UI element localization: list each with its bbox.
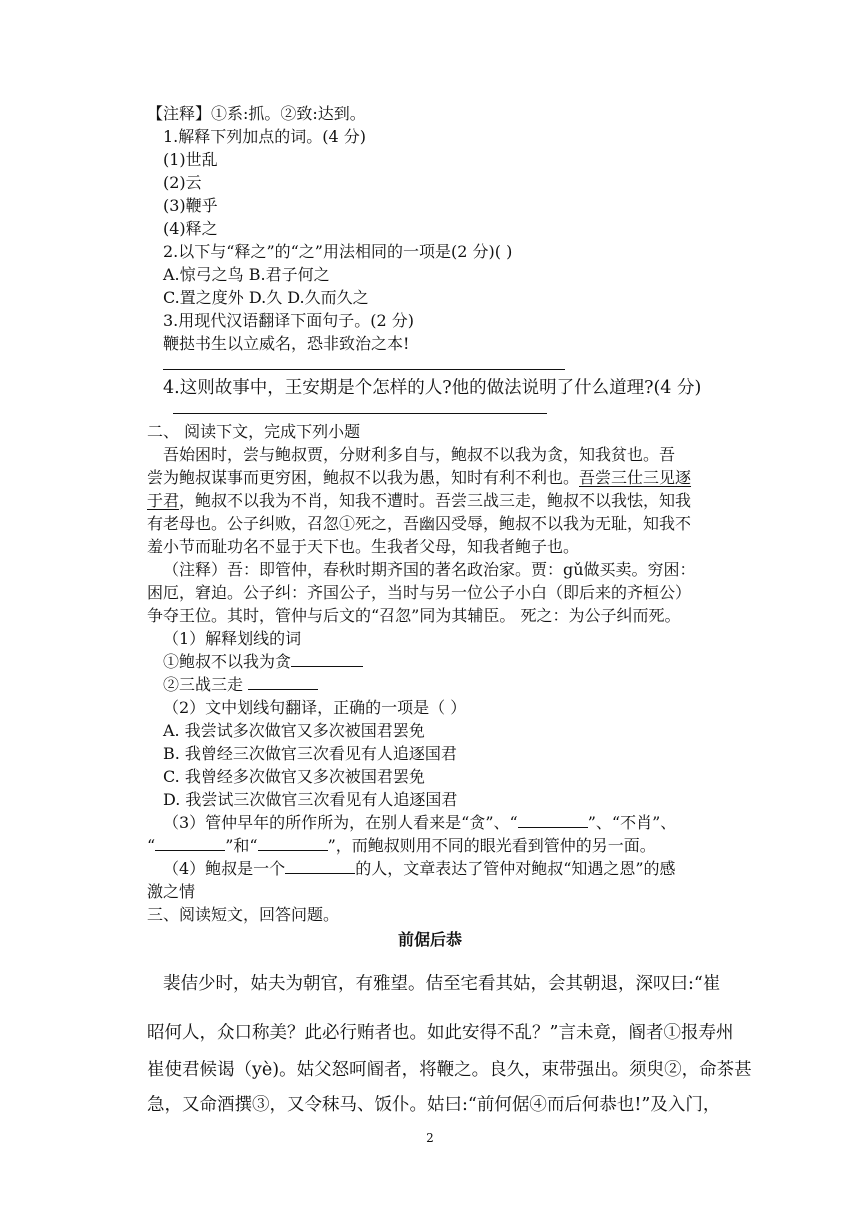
question-1-item: (4)释之 bbox=[163, 219, 218, 238]
question-3-sentence: 鞭挞书生以立威名，恐非致治之本! bbox=[163, 334, 410, 353]
question-text: （4）鲍叔是一个 bbox=[163, 859, 286, 878]
question-1-item bbox=[163, 674, 318, 696]
passage-line bbox=[147, 490, 691, 512]
question-2-options: C.置之度外 D.久 D.久而久之 bbox=[163, 288, 369, 307]
passage-note: 争夺王位。其时，管仲与后文的“召忽”同为其辅臣。 死之：为公子纠而死。 bbox=[147, 606, 681, 625]
passage-line: 昭何人，众口称美？此必行贿者也。如此安得不乱？”言未竟，阍者①报寿州 bbox=[147, 1023, 734, 1043]
question-1-item-text: ②三战三走 bbox=[163, 675, 249, 694]
answer-blank[interactable] bbox=[518, 812, 588, 828]
passage-line: 裴佶少时，姑夫为朝官，有雅望。佶至宅看其姑，会其朝退，深叹曰:“崔 bbox=[163, 974, 721, 994]
question-text: “ bbox=[147, 836, 156, 855]
underlined-sentence: 于君 bbox=[147, 491, 180, 510]
question-3: 3.用现代汉语翻译下面句子。(2 分) bbox=[163, 311, 415, 330]
question-text: 的人，文章表达了管仲对鲍叔“知遇之恩”的感 bbox=[355, 859, 676, 878]
answer-blank[interactable] bbox=[291, 651, 363, 667]
question-text: ”，而鲍叔则用不同的眼光看到管仲的另一面。 bbox=[327, 836, 656, 855]
passage-note: 困厄，窘迫。公子纠：齐国公子，当时与另一位公子小白（即后来的齐桓公） bbox=[147, 583, 692, 602]
question-1: 1.解释下列加点的词。(4 分) bbox=[163, 127, 367, 146]
answer-blank[interactable] bbox=[258, 835, 328, 851]
question-2: 2.以下与“释之”的“之”用法相同的一项是(2 分)( ) bbox=[163, 242, 513, 261]
passage-line: 有老母也。公子纠败，召忽①死之，吾幽囚受辱，鲍叔不以我为无耻，知我不 bbox=[147, 514, 692, 533]
passage-line: 急，又命酒撰③，又令秣马、饭仆。姑曰:“前何倨④而后何恭也!”及入门， bbox=[147, 1095, 721, 1115]
question-1: （1）解释划线的词 bbox=[163, 629, 302, 648]
answer-blank[interactable] bbox=[248, 674, 318, 690]
question-4 bbox=[163, 858, 676, 880]
question-3-cont bbox=[147, 835, 656, 857]
question-4-cont: 激之情 bbox=[147, 882, 196, 901]
section-heading: 二、 阅读下文，完成下列小题 bbox=[147, 422, 361, 441]
answer-line bbox=[163, 369, 565, 370]
passage-line: 吾始困时，尝与鲍叔贾，分财利多自与，鲍叔不以我为贪，知我贫也。吾 bbox=[163, 445, 676, 464]
answer-line bbox=[173, 413, 547, 414]
question-2-option: C. 我曾经多次做官又多次被国君罢免 bbox=[163, 767, 425, 786]
underlined-sentence: 吾尝三仕三见逐 bbox=[579, 468, 692, 487]
question-2: （2）文中划线句翻译，正确的一项是（ ） bbox=[163, 698, 467, 717]
passage-text: 尝为鲍叔谋事而更穷困，鲍叔不以我为愚，知时有利不利也。 bbox=[147, 468, 580, 487]
question-text: ”、“不肖”、 bbox=[587, 813, 677, 832]
question-1-item bbox=[163, 651, 363, 673]
page-number: 2 bbox=[426, 1131, 434, 1145]
question-1-item: (3)鞭乎 bbox=[163, 196, 218, 215]
annotation-note: 【注释】①系:抓。②致:达到。 bbox=[147, 104, 366, 123]
question-1-item: (1)世乱 bbox=[163, 150, 218, 169]
answer-blank[interactable] bbox=[155, 835, 225, 851]
question-2-option: D. 我尝试三次做官三次看见有人追逐国君 bbox=[163, 790, 458, 809]
answer-blank[interactable] bbox=[285, 858, 355, 874]
question-4: 4.这则故事中，王安期是个怎样的人?他的做法说明了什么道理?(4 分) bbox=[163, 378, 702, 398]
passage-title: 前倨后恭 bbox=[397, 930, 462, 949]
question-2-option: B. 我曾经三次做官三次看见有人追逐国君 bbox=[163, 744, 457, 763]
passage-text: ，鲍叔不以我为不肖，知我不遭时。吾尝三战三走，鲍叔不以我怯，知我 bbox=[179, 491, 692, 510]
question-1-item-text: ①鲍叔不以我为贪 bbox=[163, 652, 292, 671]
question-3 bbox=[163, 812, 676, 834]
section-heading: 三、阅读短文，回答问题。 bbox=[147, 905, 340, 924]
passage-line bbox=[147, 467, 691, 489]
question-text: ”和“ bbox=[225, 836, 258, 855]
question-2-options: A.惊弓之鸟 B.君子何之 bbox=[163, 265, 330, 284]
passage-note: （注释）吾：即管仲，春秋时期齐国的著名政治家。贾：gǔ做买卖。穷困： bbox=[163, 560, 696, 579]
passage-line: 崔使君候谒（yè)。姑父怒呵阍者，将鞭之。良久，束带强出。须臾②，命茶甚 bbox=[147, 1060, 752, 1080]
question-1-item: (2)云 bbox=[163, 173, 202, 192]
question-text: （3）管仲早年的所作所为，在别人看来是“贪”、“ bbox=[163, 813, 518, 832]
question-2-option: A. 我尝试多次做官又多次被国君罢免 bbox=[163, 721, 425, 740]
passage-line: 羞小节而耻功名不显于天下也。生我者父母，知我者鲍子也。 bbox=[147, 537, 580, 556]
